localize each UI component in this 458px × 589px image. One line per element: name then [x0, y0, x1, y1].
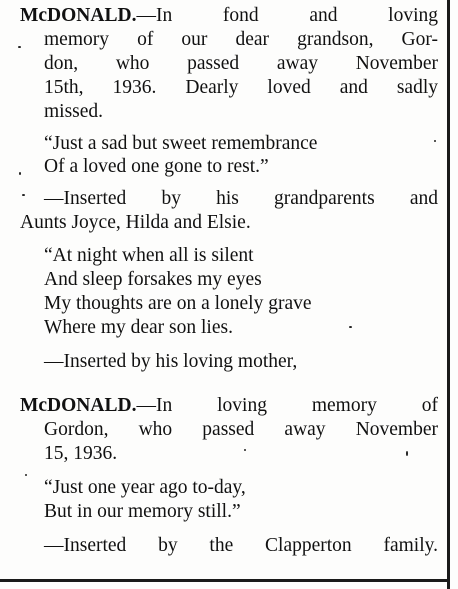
verse-line: Where my dear son lies. — [44, 317, 233, 338]
notice-heading-line — [20, 394, 438, 417]
notice-body-line: —In loving memory of — [136, 395, 438, 416]
inserted-by-line: —Inserted by his grandparents and — [44, 188, 438, 209]
notice-body-line: 15, 1936. — [44, 443, 118, 464]
verse-line: “Just a sad but sweet remembrance — [44, 133, 318, 154]
inserted-by-line: —Inserted by the Clapperton family. — [44, 535, 438, 556]
print-speck — [19, 172, 21, 175]
notice-surname: McDONALD. — [20, 5, 137, 26]
column-rule-bottom — [0, 579, 450, 582]
column-rule-right — [447, 0, 450, 589]
print-speck — [434, 140, 436, 142]
notice-heading-line — [20, 4, 438, 27]
notice-body-line: memory of our dear grandson, Gor- — [44, 29, 438, 50]
verse-line: And sleep forsakes my eyes — [44, 269, 262, 290]
print-speck — [244, 449, 246, 451]
notice-surname: McDONALD. — [20, 395, 137, 416]
verse-line: “Just one year ago to-day, — [44, 477, 246, 498]
verse-line: My thoughts are on a lonely grave — [44, 293, 312, 314]
notice-body-line: missed. — [44, 101, 104, 122]
verse-line: But in our memory still.” — [44, 501, 241, 522]
inserted-by-line: —Inserted by his loving mother, — [44, 351, 298, 372]
notice-body-line: Gordon, who passed away November — [44, 419, 438, 440]
verse-line: Of a loved one gone to rest.” — [44, 156, 269, 177]
print-speck — [18, 46, 21, 48]
print-speck — [349, 326, 352, 328]
notice-body-line: don, who passed away November — [44, 53, 438, 74]
print-speck — [406, 451, 408, 456]
notice-body-line: 15th, 1936. Dearly loved and sadly — [44, 77, 438, 98]
notice-body-line: —In fond and loving — [136, 5, 438, 26]
print-speck — [22, 194, 25, 196]
inserted-by-line: Aunts Joyce, Hilda and Elsie. — [20, 212, 251, 233]
verse-line: “At night when all is silent — [44, 245, 254, 266]
print-speck — [25, 474, 27, 476]
